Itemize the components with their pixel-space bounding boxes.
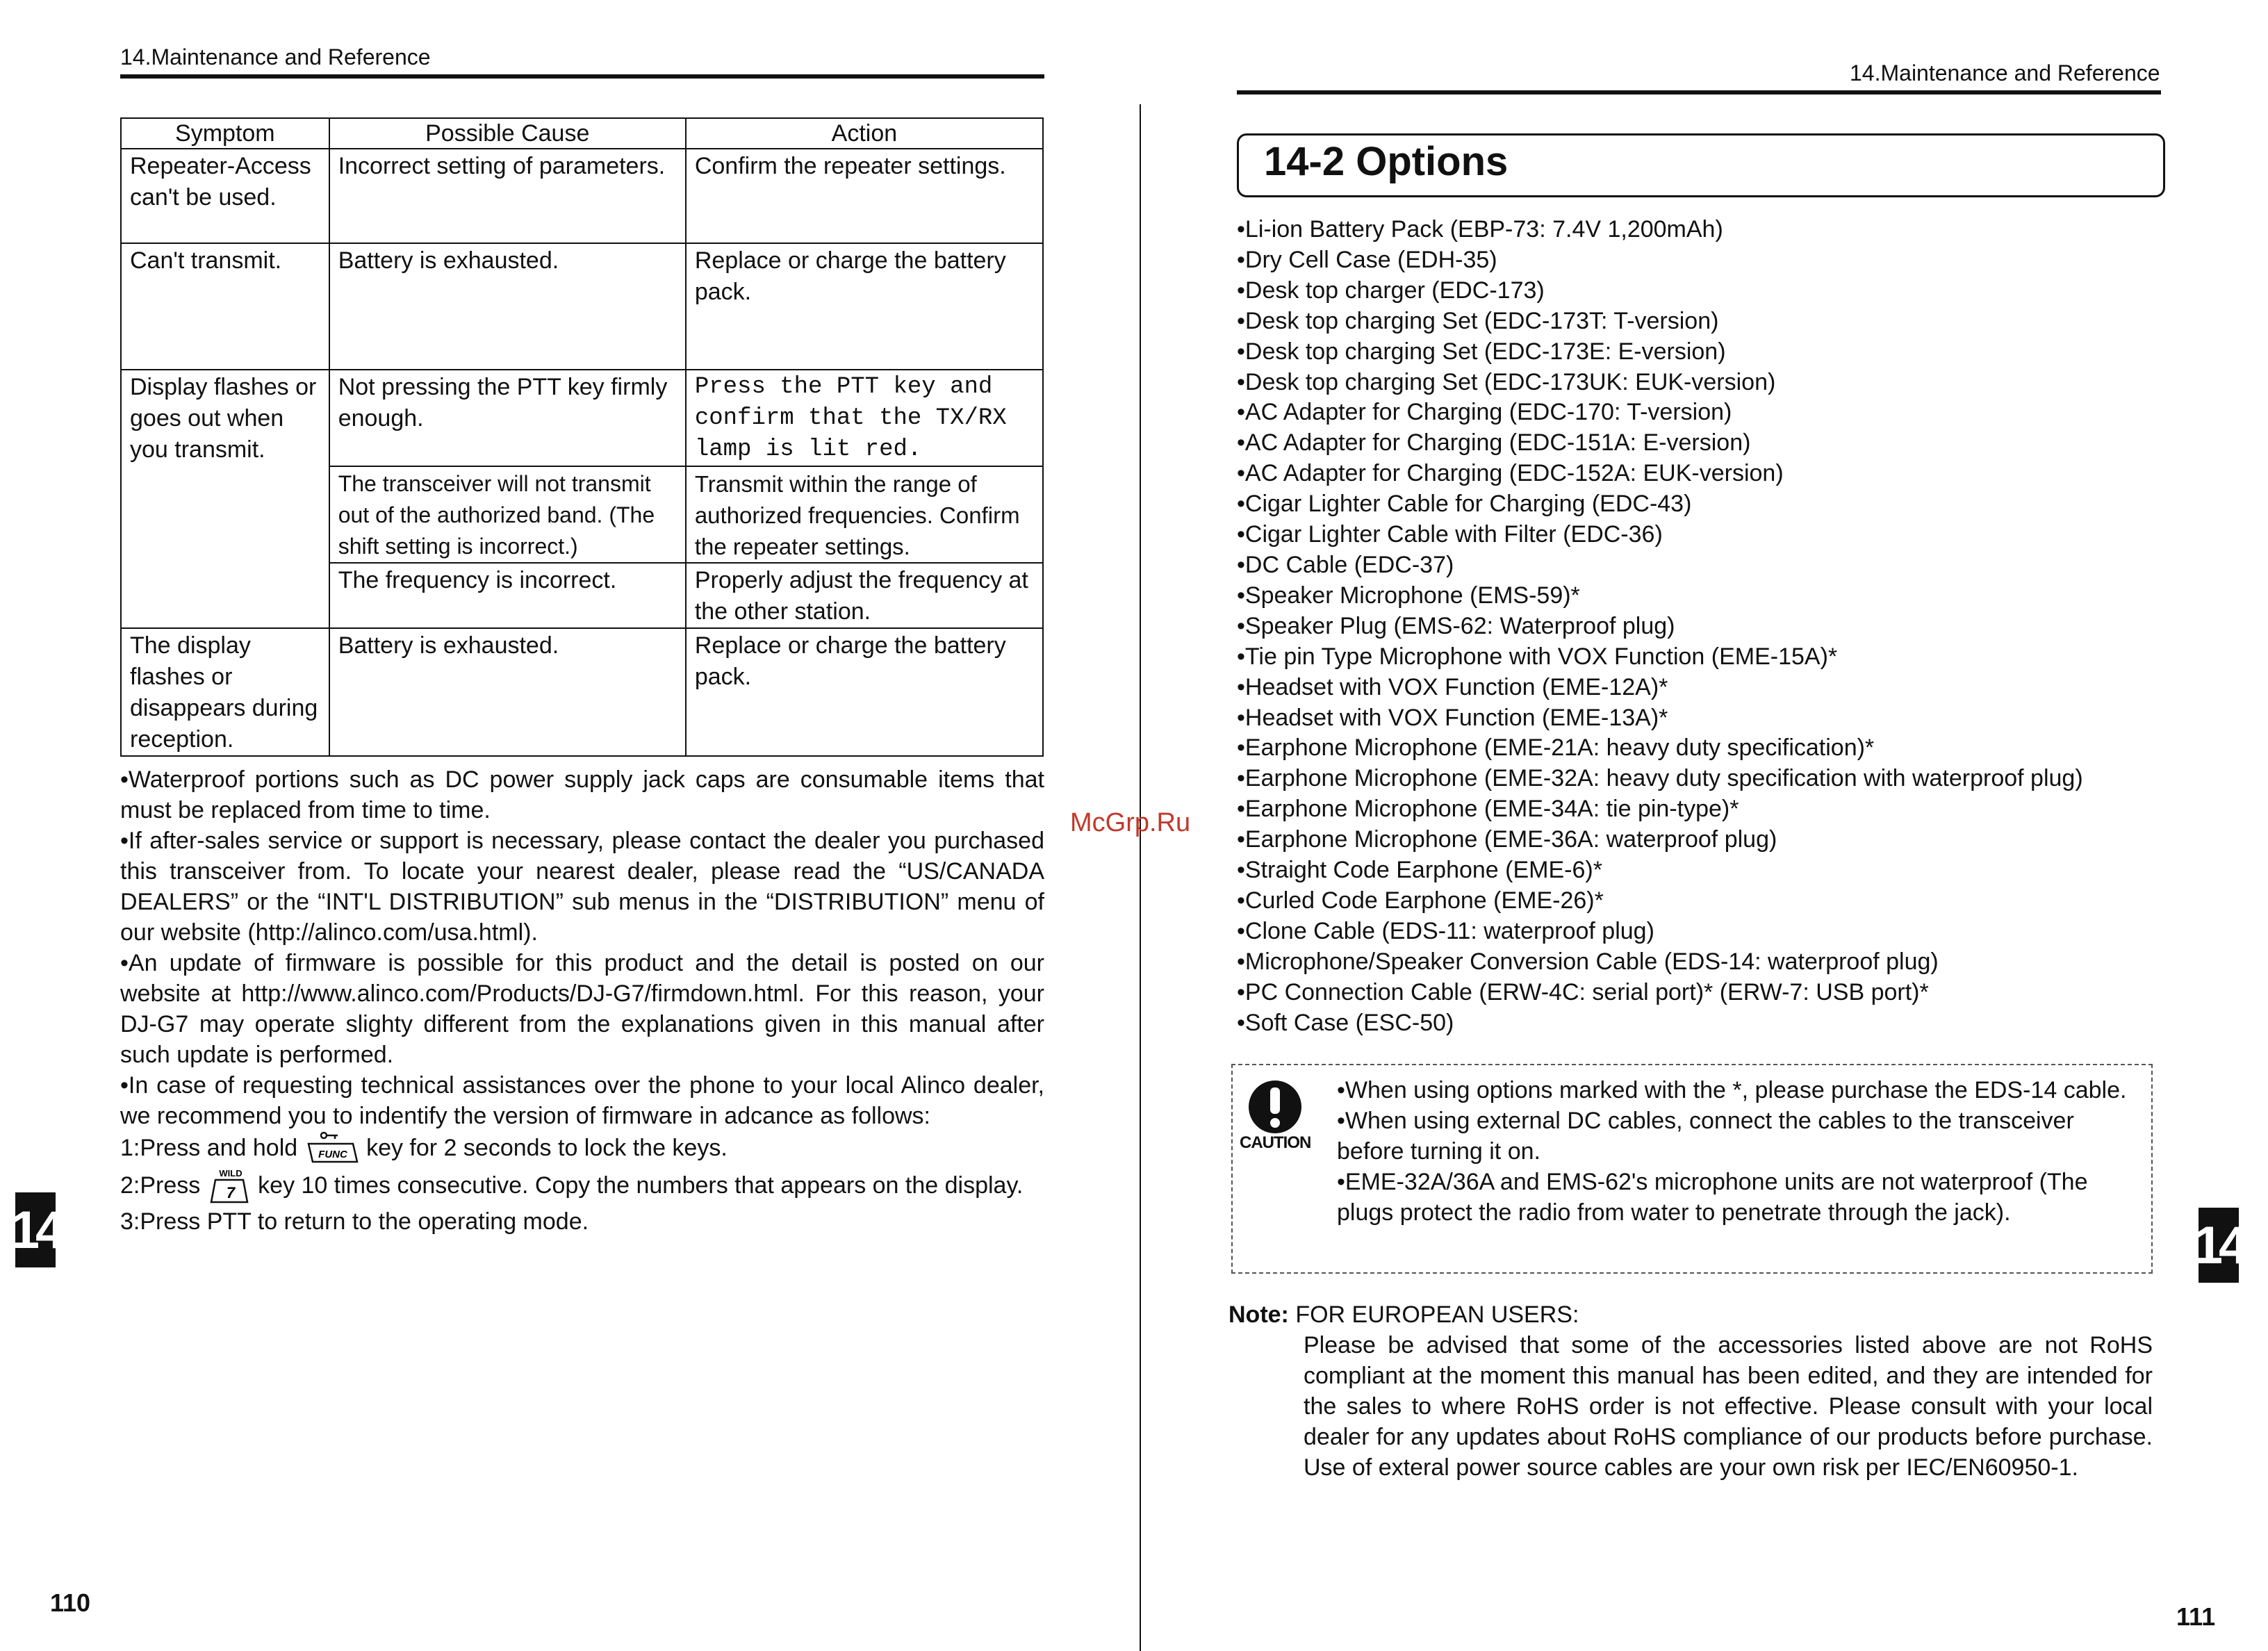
note-label: Note: — [1228, 1301, 1289, 1328]
list-item: •AC Adapter for Charging (EDC-151A: E-version) — [1237, 429, 1751, 457]
cause-cell: The transceiver will not transmit out of the authorized band. (The shift setting is incorrect.) — [329, 466, 686, 563]
table-row — [121, 628, 1043, 756]
list-item: •Curled Code Earphone (EME-26)* — [1237, 887, 1604, 914]
step-3: 3:Press PTT to return to the operating mode. — [120, 1208, 589, 1235]
note-bullet: •In case of requesting technical assistances over the phone to your local Alinco dealer, we recommend you to indentify the version of firmware in adcance as follows: — [120, 1072, 1044, 1129]
list-item: •Headset with VOX Function (EME-12A)* — [1237, 673, 1668, 700]
list-item: •Cigar Lighter Cable for Charging (EDC-43) — [1237, 491, 1692, 518]
section-title-box — [1237, 133, 2165, 197]
left-header-rule — [120, 74, 1044, 79]
list-item: •DC Cable (EDC-37) — [1237, 551, 1454, 578]
table-row — [121, 370, 1043, 466]
cause-cell: Battery is exhausted. — [329, 628, 686, 756]
note-body: Please be advised that some of the accessories listed above are not RoHS compliant at the moment this manual has been edited, and they are intended for the sales to where RoHS order is not effective. Please consult with your local dealer for any updates about RoHS compliance of our products before purchase. Use of exteral power source cables are your own risk per IEC/EN60950-1. — [1304, 1332, 2153, 1481]
action-cell: Replace or charge the battery pack. — [686, 628, 1043, 756]
caution-icon — [1244, 1079, 1306, 1135]
list-item: •Clone Cable (EDS-11: waterproof plug) — [1237, 917, 1654, 944]
options-list — [1237, 215, 2083, 1038]
caution-item: •When using options marked with the *, please purchase the EDS-14 cable. — [1337, 1077, 2127, 1103]
list-item: •Tie pin Type Microphone with VOX Function (EME-15A)* — [1237, 643, 1838, 670]
step-1-text: key for 2 seconds to lock the keys. — [366, 1134, 728, 1161]
list-item: •Li-ion Battery Pack (EBP-73: 7.4V 1,200mAh) — [1237, 216, 1723, 243]
list-item: •Straight Code Earphone (EME-6)* — [1237, 857, 1602, 884]
list-item: •Desk top charging Set (EDC-173T: T-version) — [1237, 307, 1719, 334]
list-item: •Microphone/Speaker Conversion Cable (EDS-14: waterproof plug) — [1237, 948, 1939, 975]
step-2-text: key 10 times consecutive. Copy the numbers that appears on the display. — [258, 1172, 1024, 1199]
left-page-number: 110 — [50, 1588, 91, 1617]
wild-key-icon — [207, 1167, 252, 1206]
symptom-cell: Display flashes or goes out when you transmit. — [121, 370, 329, 628]
note-bullet: •Waterproof portions such as DC power supply jack caps are consumable items that must be replaced from time to time. — [120, 766, 1044, 823]
list-item: •Desk top charging Set (EDC-173UK: EUK-version) — [1237, 368, 1776, 395]
step-2-text: 2:Press — [120, 1172, 201, 1199]
caution-item: •When using external DC cables, connect the cables to the transceiver before turning it on. — [1337, 1108, 2074, 1165]
step-1 — [120, 1131, 1044, 1167]
caution-item: •EME-32A/36A and EMS-62's microphone units are not waterproof (The plugs protect the radio from water to penetrate through the jack). — [1337, 1169, 2088, 1226]
cause-cell: Not pressing the PTT key firmly enough. — [329, 370, 686, 466]
cause-cell: The frequency is incorrect. — [329, 563, 686, 628]
caution-box — [1231, 1064, 2153, 1274]
page-fold-line — [1140, 104, 1141, 1651]
right-page-header: 14.Maintenance and Reference — [1850, 60, 2160, 85]
european-users-note — [1228, 1299, 2153, 1483]
func-key-label: FUNC — [318, 1149, 347, 1160]
section-title: 14-2 Options — [1264, 139, 1509, 184]
list-item: •Headset with VOX Function (EME-13A)* — [1237, 704, 1668, 731]
list-item: •Earphone Microphone (EME-32A: heavy duty specification with waterproof plug) — [1237, 765, 2083, 792]
note-bullet: •An update of firmware is possible for this product and the detail is posted on our website at http://www.alinco.com/Products/DJ-G7/firmdown.html. For this reason, your DJ-G7 may operate slighty different from the explanations given in this manual after such update is performed. — [120, 950, 1044, 1068]
symptom-cell: Can't transmit. — [121, 243, 329, 370]
step-2 — [120, 1167, 1044, 1206]
list-item: •Soft Case (ESC-50) — [1237, 1009, 1454, 1036]
step-1-text: 1:Press and hold — [120, 1134, 298, 1161]
cause-cell: Battery is exhausted. — [329, 243, 686, 370]
list-item: •AC Adapter for Charging (EDC-152A: EUK-version) — [1237, 460, 1784, 487]
caution-label: CAUTION — [1240, 1133, 1311, 1152]
action-cell: Replace or charge the battery pack. — [686, 243, 1043, 370]
action-cell: Press the PTT key and confirm that the TX/RX lamp is lit red. — [686, 370, 1043, 466]
left-page-header: 14.Maintenance and Reference — [120, 44, 431, 69]
chapter-tab-right: 14 — [2199, 1208, 2239, 1283]
list-item: •Earphone Microphone (EME-36A: waterproof plug) — [1237, 826, 1777, 853]
symptom-cell: The display flashes or disappears during reception. — [121, 628, 329, 756]
column-header: Symptom — [121, 118, 329, 149]
note-bullet: •If after-sales service or support is necessary, please contact the dealer you purchased this transceiver from. To locate your nearest dealer, please read the “US/CANADA DEALERS” or the “INT'L DISTRIBUTION” sub menus in the “DISTRIBUTION” menu of our website (http://alinco.com/usa.html). — [120, 828, 1044, 946]
column-header: Action — [686, 118, 1043, 149]
wild-key-label: WILD — [219, 1168, 243, 1178]
list-item: •Desk top charging Set (EDC-173E: E-version) — [1237, 338, 1726, 365]
troubleshooting-table — [120, 117, 1044, 757]
list-item: •Speaker Microphone (EMS-59)* — [1237, 582, 1580, 609]
table-row — [121, 149, 1043, 243]
list-item: •Earphone Microphone (EME-21A: heavy duty specification)* — [1237, 734, 1875, 762]
list-item: •PC Connection Cable (ERW-4C: serial port)* (ERW-7: USB port)* — [1237, 978, 1929, 1005]
wild-key-number: 7 — [226, 1184, 235, 1201]
right-page-number: 111 — [2176, 1602, 2216, 1631]
maintenance-notes — [120, 764, 1044, 1237]
list-item: •AC Adapter for Charging (EDC-170: T-version) — [1237, 399, 1732, 426]
table-header-row — [121, 118, 1043, 149]
caution-list — [1337, 1075, 2136, 1228]
watermark: McGrp.Ru — [1070, 808, 1191, 837]
list-item: •Earphone Microphone (EME-34A: tie pin-type)* — [1237, 796, 1739, 823]
table-row — [121, 243, 1043, 370]
list-item: •Speaker Plug (EMS-62: Waterproof plug) — [1237, 612, 1675, 639]
action-cell: Confirm the repeater settings. — [686, 149, 1043, 243]
right-header-rule — [1237, 90, 2161, 95]
note-heading: FOR EUROPEAN USERS: — [1295, 1301, 1579, 1328]
list-item: •Desk top charger (EDC-173) — [1237, 277, 1545, 304]
column-header: Possible Cause — [329, 118, 686, 149]
list-item: •Cigar Lighter Cable with Filter (EDC-36) — [1237, 521, 1663, 548]
func-key-icon — [304, 1131, 360, 1167]
cause-cell: Incorrect setting of parameters. — [329, 149, 686, 243]
list-item: •Dry Cell Case (EDH-35) — [1237, 246, 1497, 273]
symptom-cell: Repeater-Access can't be used. — [121, 149, 329, 243]
action-cell: Properly adjust the frequency at the other station. — [686, 563, 1043, 628]
chapter-tab-left: 14 — [15, 1192, 56, 1267]
action-cell: Transmit within the range of authorized frequencies. Confirm the repeater settings. — [686, 466, 1043, 563]
